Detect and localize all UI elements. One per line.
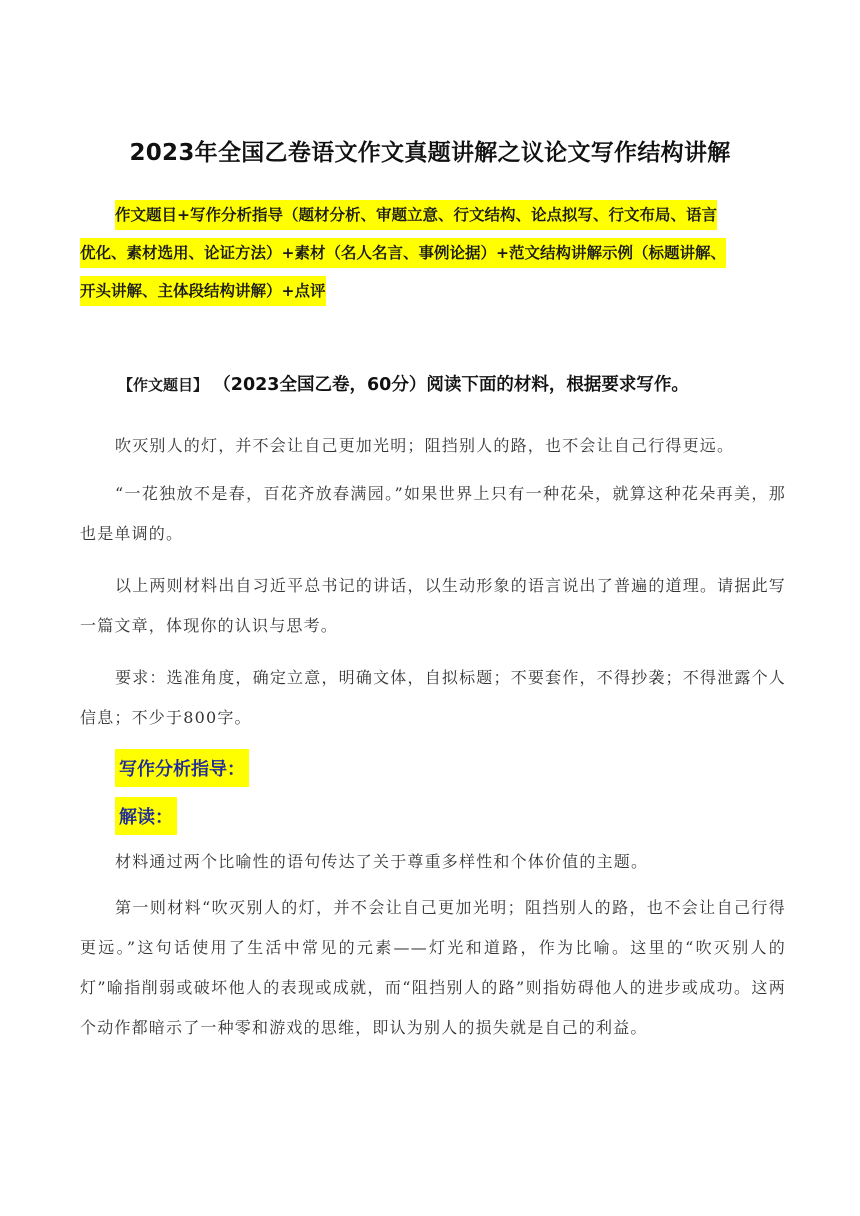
prompt-tag: 【作文题目】 [118, 376, 209, 394]
summary-line: 开头讲解、主体段结构讲解）+点评 [80, 272, 785, 310]
material-paragraph: 吹灭别人的灯，并不会让自己更加光明；阻挡别人的路，也不会让自己行得更远。 [115, 436, 735, 455]
essay-prompt [118, 371, 689, 396]
summary-highlight [80, 196, 785, 310]
summary-line: 优化、素材选用、论证方法）+素材（名人名言、事例论据）+范文结构讲解示例（标题讲解、 [80, 234, 785, 272]
analysis-paragraph: 第一则材料“吹灭别人的灯，并不会让自己更加光明；阻挡别人的路，也不会让自己行得更远。”这句话使用了生活中常见的元素——灯光和道路，作为比喻。这里的“吹灭别人的灯”喻指削弱或破坏他人的表现或成就，而“阻挡别人的路”则指妨碍他人的进步或成功。这两个动作都暗示了一种零和游戏的思维，即认为别人的损失就是自己的利益。 [80, 898, 786, 1037]
prompt-text: （2023全国乙卷，60分）阅读下面的材料，根据要求写作。 [222, 375, 689, 395]
document-title: 2023年全国乙卷语文作文真题讲解之议论文写作结构讲解 [129, 140, 731, 166]
requirements-paragraph: 要求：选准角度，确定立意，明确文体，自拟标题；不要套作，不得抄袭；不得泄露个人信息；不少于800字。 [80, 668, 786, 727]
analysis-paragraph: 材料通过两个比喻性的语句传达了关于尊重多样性和个体价值的主题。 [115, 852, 649, 871]
reading-heading: 解读： [115, 797, 177, 835]
material-paragraph: “一花独放不是春，百花齐放春满园。”如果世界上只有一种花朵，就算这种花朵再美，那也是单调的。 [80, 484, 786, 543]
material-paragraph: 以上两则材料出自习近平总书记的讲话，以生动形象的语言说出了普遍的道理。请据此写一篇文章，体现你的认识与思考。 [80, 576, 786, 635]
summary-line: 作文题目+写作分析指导（题材分析、审题立意、行文结构、论点拟写、行文布局、语言 [80, 196, 785, 234]
guide-heading: 写作分析指导： [115, 749, 249, 787]
